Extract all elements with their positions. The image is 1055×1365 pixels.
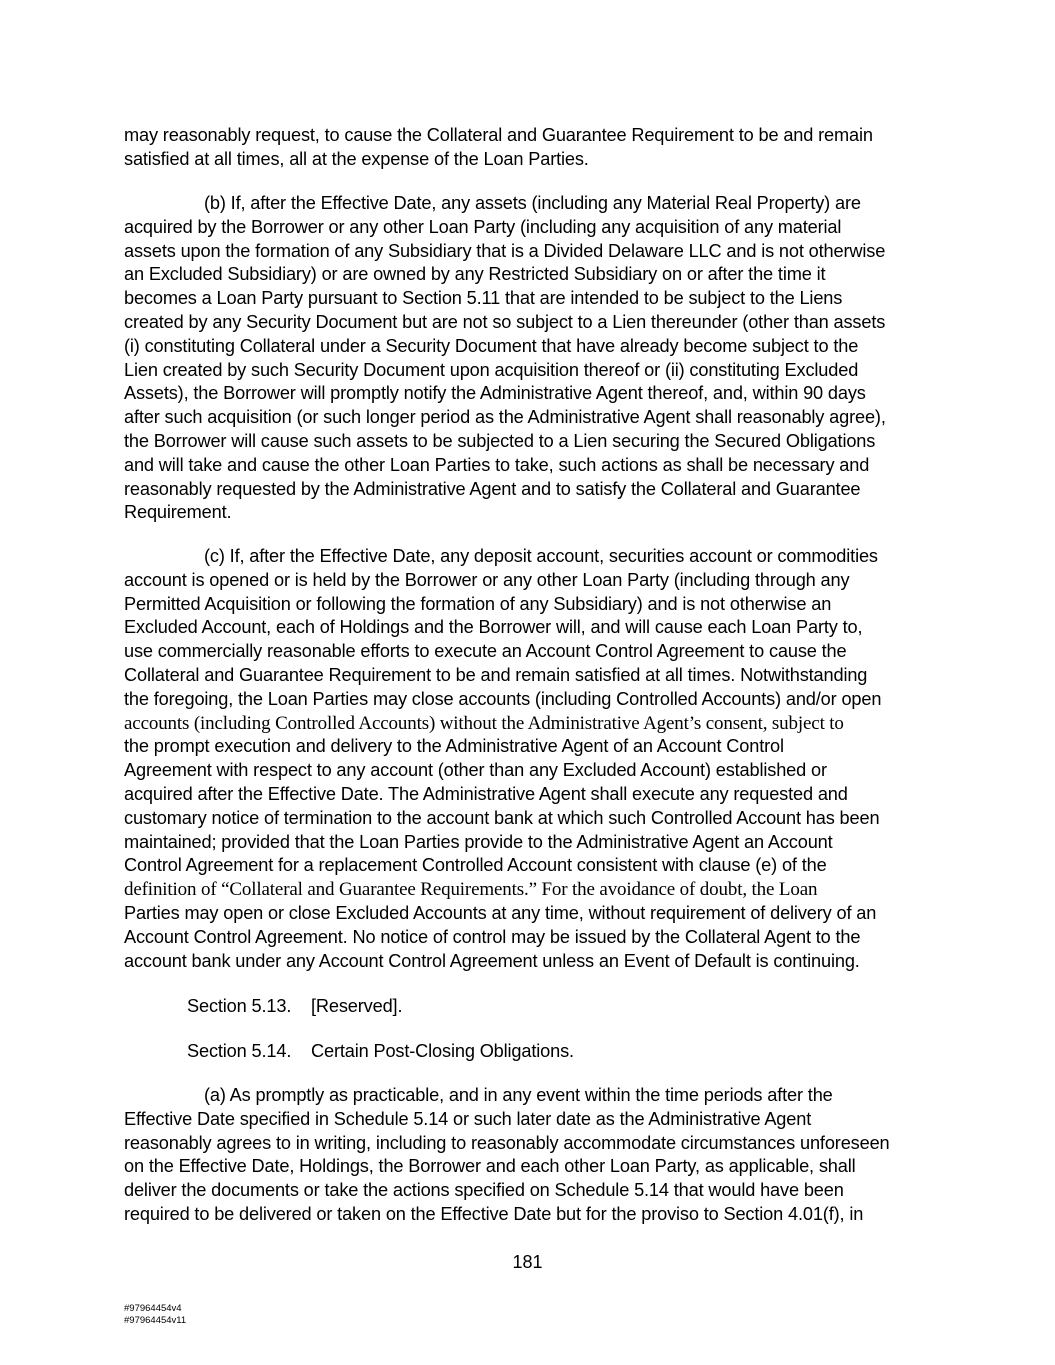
text-line: may reasonably request, to cause the Collateral and Guarantee Requirement to be and remain <box>124 125 873 145</box>
section-5-14-heading <box>187 1040 887 1064</box>
section-title: Certain Post-Closing Obligations. <box>311 1041 574 1061</box>
text-line: account is opened or is held by the Borrower or any other Loan Party (including through any <box>124 569 850 590</box>
text-line: Control Agreement for a replacement Controlled Account consistent with clause (e) of the <box>124 855 827 876</box>
text-line: on the Effective Date, Holdings, the Borrower and each other Loan Party, as applicable, shall <box>124 1156 856 1177</box>
text-line: reasonably agrees to in writing, including to reasonably accommodate circumstances unforeseen <box>124 1132 890 1153</box>
text-line: definition of “Collateral and Guarantee Requirements.” For the avoidance of doubt, the Loan <box>124 879 818 901</box>
paragraph-a <box>124 1084 936 1227</box>
text-line: Agreement with respect to any account (other than any Excluded Account) established or <box>124 760 827 781</box>
text-line: Lien created by such Security Document upon acquisition thereof or (ii) constituting Excluded <box>124 359 859 380</box>
text-line: the Borrower will cause such assets to be subjected to a Lien securing the Secured Obligations <box>124 430 876 451</box>
text-line: acquired after the Effective Date. The Administrative Agent shall execute any requested and <box>124 783 848 804</box>
text-line: after such acquisition (or such longer period as the Administrative Agent shall reasonably agree), <box>124 407 886 428</box>
text-line: Requirement. <box>124 502 232 523</box>
doc-id: #97964454v11 <box>124 1315 187 1326</box>
text-line: (b) If, after the Effective Date, any assets (including any Material Real Property) are <box>204 193 861 213</box>
text-line: (c) If, after the Effective Date, any deposit account, securities account or commodities <box>204 546 878 566</box>
text-line: reasonably requested by the Administrative Agent and to satisfy the Collateral and Guarantee <box>124 478 861 499</box>
text-line: satisfied at all times, all at the expense of the Loan Parties. <box>124 148 589 169</box>
section-title: [Reserved]. <box>311 996 403 1016</box>
text-line: acquired by the Borrower or any other Loan Party (including any acquisition of any material <box>124 216 842 237</box>
text-line: maintained; provided that the Loan Parties provide to the Administrative Agent an Account <box>124 831 833 852</box>
text-line: becomes a Loan Party pursuant to Section 5.11 that are intended to be subject to the Liens <box>124 288 843 309</box>
text-line: assets upon the formation of any Subsidiary that is a Divided Delaware LLC and is not otherwise <box>124 240 886 261</box>
text-line: use commercially reasonable efforts to execute an Account Control Agreement to cause the <box>124 641 847 662</box>
section-5-13-heading <box>187 995 887 1019</box>
text-line: an Excluded Subsidiary) or are owned by any Restricted Subsidiary on or after the time it <box>124 264 826 285</box>
text-line: account bank under any Account Control Agreement unless an Event of Default is continuing. <box>124 950 860 971</box>
paragraph-c <box>124 545 936 973</box>
text-line: Effective Date specified in Schedule 5.14 or such later date as the Administrative Agent <box>124 1108 812 1129</box>
page-number: 181 <box>512 1252 543 1272</box>
text-line: required to be delivered or taken on the Effective Date but for the proviso to Section 4.01(f), in <box>124 1203 864 1224</box>
text-line: Permitted Acquisition or following the formation of any Subsidiary) and is not otherwise an <box>124 593 832 614</box>
text-line: Parties may open or close Excluded Accounts at any time, without requirement of delivery of an <box>124 902 877 923</box>
section-number: Section 5.14. <box>187 1041 292 1061</box>
continuation-paragraph <box>124 124 936 172</box>
text-line: and will take and cause the other Loan Parties to take, such actions as shall be necessary and <box>124 454 870 475</box>
text-line: customary notice of termination to the account bank at which such Controlled Account has been <box>124 807 880 828</box>
document-ids <box>124 1303 186 1327</box>
paragraph-b <box>124 192 936 525</box>
doc-id: #97964454v4 <box>124 1303 182 1314</box>
text-line: deliver the documents or take the actions specified on Schedule 5.14 that would have been <box>124 1180 844 1201</box>
text-line: accounts (including Controlled Accounts) without the Administrative Agent’s consent, subject to <box>124 712 844 734</box>
text-line: (a) As promptly as practicable, and in any event within the time periods after the <box>204 1085 833 1105</box>
text-line: (i) constituting Collateral under a Security Document that have already become subject to the <box>124 335 859 356</box>
text-line: Excluded Account, each of Holdings and the Borrower will, and will cause each Loan Party to, <box>124 617 863 638</box>
text-line: created by any Security Document but are not so subject to a Lien thereunder (other than assets <box>124 311 886 332</box>
text-line: Collateral and Guarantee Requirement to be and remain satisfied at all times. Notwithstanding <box>124 664 868 685</box>
text-line: Assets), the Borrower will promptly notify the Administrative Agent thereof, and, within 90 days <box>124 383 866 404</box>
section-number: Section 5.13. <box>187 996 292 1016</box>
text-line: the foregoing, the Loan Parties may close accounts (including Controlled Accounts) and/or open <box>124 688 882 709</box>
text-line: Account Control Agreement. No notice of control may be issued by the Collateral Agent to the <box>124 926 861 947</box>
text-line: the prompt execution and delivery to the Administrative Agent of an Account Control <box>124 736 784 757</box>
